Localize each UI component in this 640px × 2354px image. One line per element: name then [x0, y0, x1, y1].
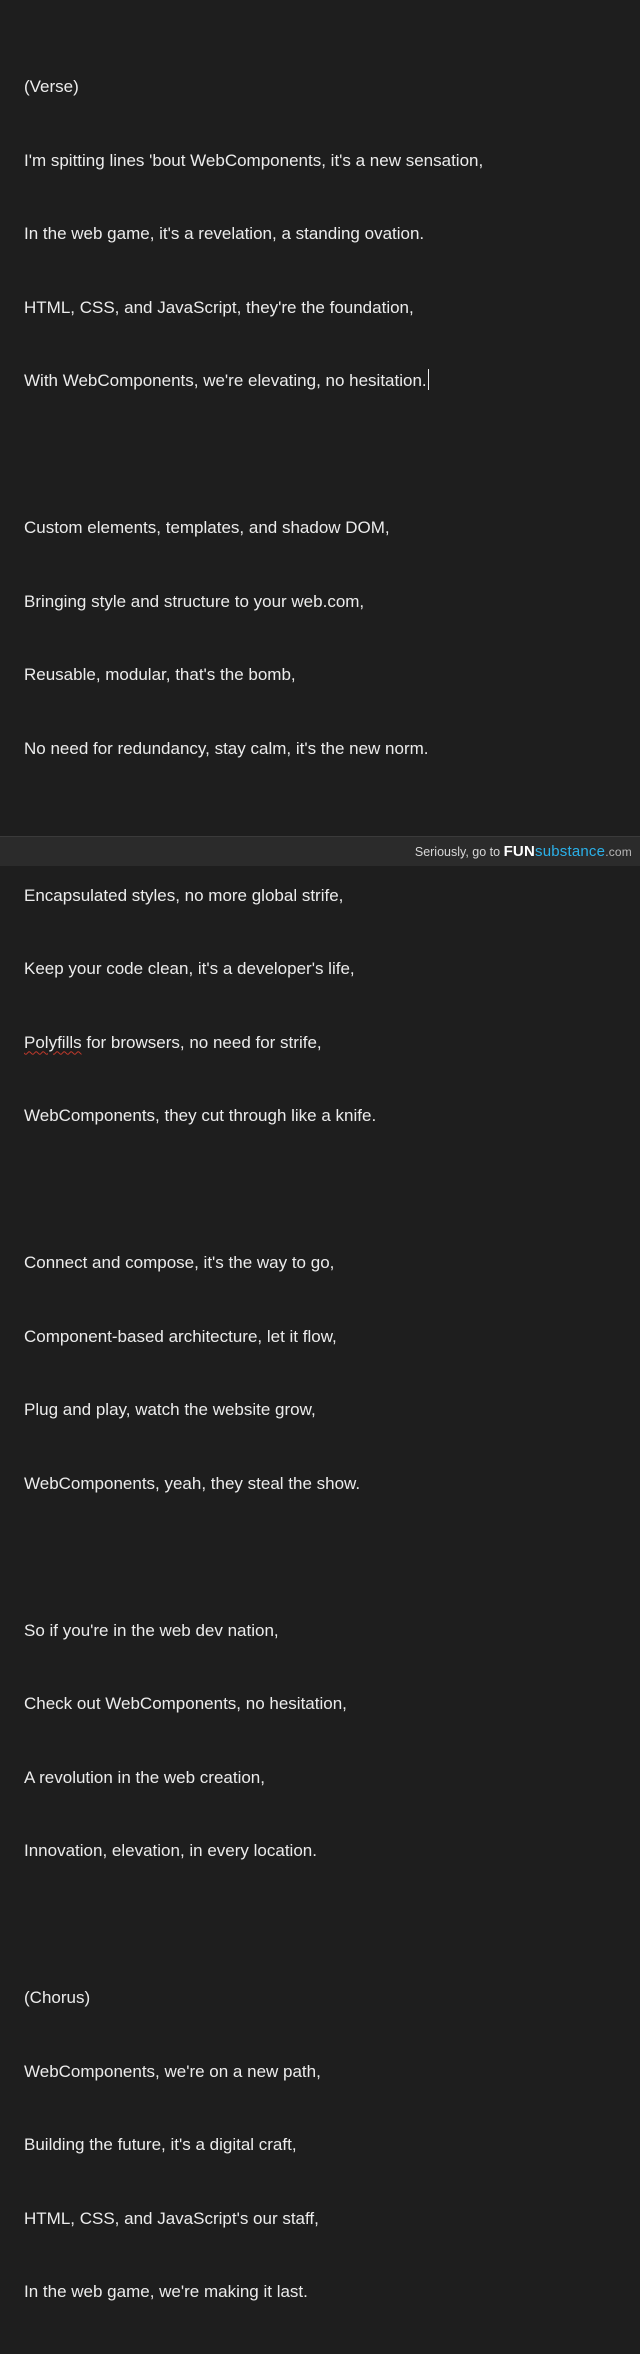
editor-line: A revolution in the web creation, — [24, 1767, 265, 1787]
editor-line: I'm spitting lines 'bout WebComponents, it's a new sensation, — [24, 150, 484, 170]
misspelled-word[interactable]: Polyfills — [24, 1032, 82, 1052]
editor-line: WebComponents, we're on a new path, — [24, 2061, 321, 2081]
editor-line-text: With WebComponents, we're elevating, no hesitation. — [24, 371, 427, 390]
blank-line — [24, 443, 620, 468]
editor-line: Plug and play, watch the website grow, — [24, 1400, 316, 1419]
watermark — [415, 843, 632, 860]
editor-line: In the web game, we're making it last. — [24, 2282, 308, 2301]
editor-line: Check out WebComponents, no hesitation, — [24, 1694, 347, 1713]
editor-line: (Chorus) — [24, 1988, 91, 2007]
funsubstance-logo: FUNsubstance.com — [503, 843, 632, 860]
editor-line: So if you're in the web dev nation, — [24, 1620, 279, 1640]
blank-line — [24, 810, 620, 835]
editor-line-with-caret — [24, 369, 620, 394]
editor-line: Bringing style and structure to your web.com, — [24, 591, 365, 611]
editor-line: HTML, CSS, and JavaScript's our staff, — [24, 2208, 319, 2228]
editor-line: WebComponents, they cut through like a knife. — [24, 1106, 377, 1125]
blank-line — [24, 1545, 620, 1570]
editor-line: HTML, CSS, and JavaScript, they're the foundation, — [24, 297, 414, 317]
editor-line: No need for redundancy, stay calm, it's the new norm. — [24, 738, 429, 758]
editor-line: Connect and compose, it's the way to go, — [24, 1253, 335, 1272]
editor-line: Encapsulated styles, no more global strife, — [24, 885, 344, 905]
text-caret — [428, 369, 430, 390]
editor-line: In the web game, it's a revelation, a standing ovation. — [24, 224, 425, 243]
editor-line: Component-based architecture, let it flow, — [24, 1326, 337, 1346]
editor-line: Keep your code clean, it's a developer's life, — [24, 959, 355, 978]
editor-line — [24, 1031, 620, 1056]
editor-line-text: for browsers, no need for strife, — [81, 1032, 322, 1052]
editor-line: Reusable, modular, that's the bomb, — [24, 665, 296, 684]
editor-line: WebComponents, yeah, they steal the show. — [24, 1473, 361, 1493]
watermark-prefix: Seriously, go to — [414, 845, 504, 859]
blank-line — [24, 1913, 620, 1938]
editor-line: (Verse) — [24, 77, 79, 96]
editor-line: Custom elements, templates, and shadow DOM, — [24, 518, 390, 537]
blank-line — [24, 1178, 620, 1203]
editor-line: Building the future, it's a digital craft, — [24, 2135, 297, 2154]
editor-line: Innovation, elevation, in every location. — [24, 1841, 317, 1860]
